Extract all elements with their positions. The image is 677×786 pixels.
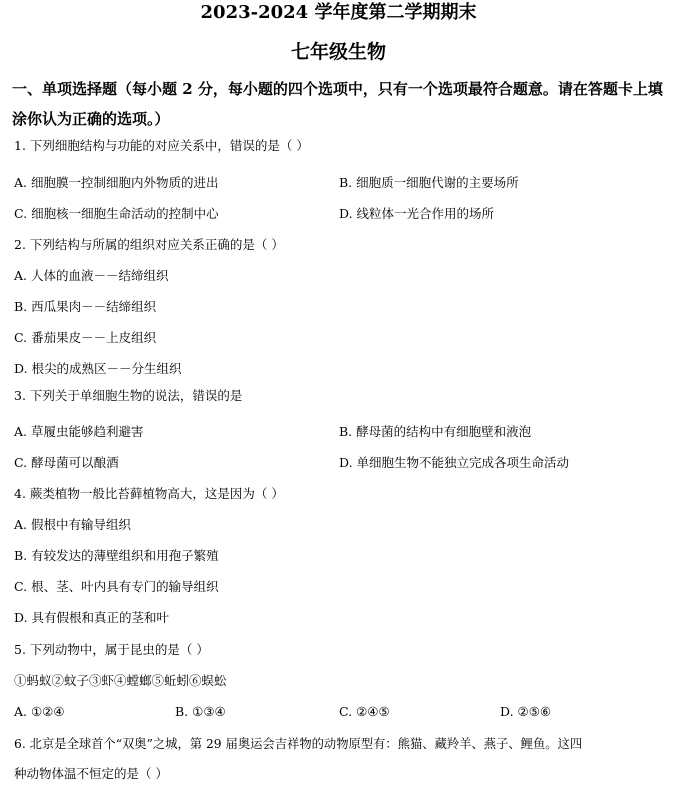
question-6-stem-line2: 种动物体温不恒定的是（ ）: [14, 766, 168, 781]
exam-subject: 七年级生物: [290, 41, 386, 63]
question-3-option-d: D. 单细胞生物不能独立完成各项生命活动: [339, 455, 570, 470]
question-1-option-d: D. 线粒体一光合作用的场所: [339, 206, 495, 221]
question-4-option-a: A. 假根中有输导组织: [14, 517, 131, 532]
question-2-option-b: B. 西瓜果肉－－结缔组织: [14, 299, 157, 314]
question-6-stem-line1: 6. 北京是全球首个“双奥”之城，第 29 届奥运会吉祥物的动物原型有：熊猫、藏羚羊、燕子、鲤鱼。这四: [14, 737, 583, 751]
question-4-option-c: C. 根、茎、叶内具有专门的输导组织: [14, 579, 219, 594]
question-5-option-d: D. ②⑤⑥: [500, 704, 552, 719]
question-5-option-a: A. ①②④: [14, 704, 65, 719]
question-1-option-c: C. 细胞核一细胞生命活动的控制中心: [14, 206, 219, 221]
question-4-option-b: B. 有较发达的薄壁组织和用孢子繁殖: [14, 548, 219, 563]
question-1-stem: 1. 下列细胞结构与功能的对应关系中，错误的是（ ）: [14, 138, 309, 153]
question-3-stem: 3. 下列关于单细胞生物的说法，错误的是: [14, 388, 243, 403]
question-5-stem: 5. 下列动物中，属于昆虫的是（ ）: [14, 642, 209, 657]
question-4-stem: 4. 蕨类植物一般比苔藓植物高大，这是因为（ ）: [14, 486, 284, 501]
question-3-option-c: C. 酵母菌可以酿酒: [14, 455, 119, 470]
question-1-option-b: B. 细胞质一细胞代谢的主要场所: [339, 175, 519, 190]
exam-title: 2023-2024 学年度第二学期期末: [200, 2, 477, 23]
question-3-option-a: A. 草履虫能够趋利避害: [14, 424, 144, 439]
question-5-list: ①蚂蚁②蚊子③虾④螳螂⑤蚯蚓⑥蜈蚣: [14, 673, 227, 688]
question-5-option-b: B. ①③④: [175, 704, 226, 719]
question-2-option-a: A. 人体的血液－－结缔组织: [14, 268, 169, 283]
question-3-option-b: B. 酵母菌的结构中有细胞壁和液泡: [339, 424, 532, 439]
question-1-option-a: A. 细胞膜一控制细胞内外物质的进出: [14, 175, 219, 190]
question-2-stem: 2. 下列结构与所属的组织对应关系正确的是（ ）: [14, 237, 284, 252]
section-heading: 一、单项选择题（每小题 2 分，每小题的四个选项中，只有一个选项最符合题意。请在答题卡上填涂你认为正确的选项。）: [12, 80, 663, 128]
question-2-option-d: D. 根尖的成熟区－－分生组织: [14, 361, 182, 376]
question-5-option-c: C. ②④⑤: [339, 704, 390, 719]
question-4-option-d: D. 具有假根和真正的茎和叶: [14, 610, 170, 625]
question-2-option-c: C. 番茄果皮－－上皮组织: [14, 330, 157, 345]
